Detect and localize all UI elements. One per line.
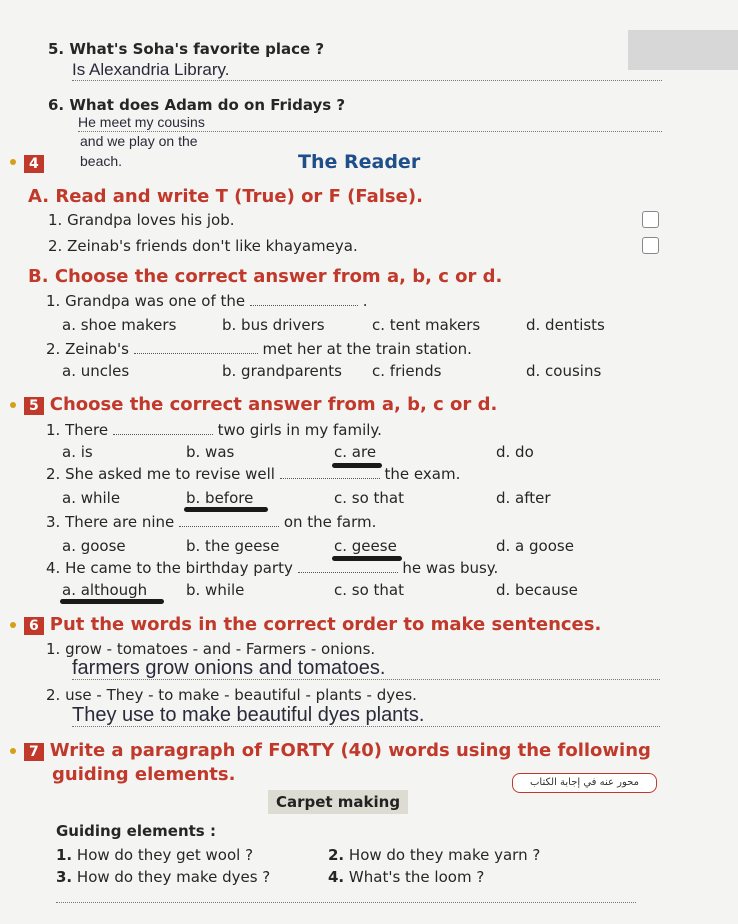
answer-box-1[interactable] [642, 211, 659, 228]
q6-answer-line2: and we play on the [80, 133, 198, 149]
section-7-heading-line2: guiding elements. [52, 764, 236, 785]
bullet-dot [10, 748, 16, 754]
guiding-item-2: 2. How do they make yarn ? [328, 846, 541, 864]
s5-q3-option-b[interactable]: b. the geese [186, 537, 280, 555]
section-a-heading: A. Read and write T (True) or F (False). [28, 186, 423, 207]
s5-q1-option-b[interactable]: b. was [186, 443, 235, 461]
s5-q4-option-c[interactable]: c. so that [334, 581, 405, 599]
paragraph-answer-line [56, 902, 636, 903]
guiding-title: Guiding elements : [56, 822, 216, 840]
scan-shadow [628, 30, 738, 70]
s6-answer-line-2 [72, 726, 660, 727]
b-q1-option-d[interactable]: d. dentists [526, 316, 605, 334]
s5-q2: 2. She asked me to revise well the exam. [46, 465, 461, 483]
s6-prompt-1: 1. grow - tomatoes - and - Farmers - onions. [46, 640, 376, 658]
s6-answer-2: They use to make beautiful dyes plants. [72, 704, 425, 726]
section-7-heading: 7 Write a paragraph of FORTY (40) words using the following [24, 740, 651, 761]
bullet-dot [10, 159, 16, 165]
section-6-badge: 6 [24, 617, 44, 635]
s5-q4-option-b[interactable]: b. while [186, 581, 245, 599]
q5-answer: Is Alexandria Library. [72, 60, 230, 79]
guiding-item-3: 3. How do they make dyes ? [56, 868, 271, 886]
reader-title: The Reader [298, 151, 421, 173]
s5-q1-option-a[interactable]: a. is [62, 443, 93, 461]
topic-label: Carpet making [268, 790, 408, 814]
section-a-item-1: 1. Grandpa loves his job. [48, 211, 235, 229]
guiding-item-4: 4. What's the loom ? [328, 868, 485, 886]
section-b-heading: B. Choose the correct answer from a, b, c or d. [28, 266, 503, 287]
s6-answer-1: farmers grow onions and tomatoes. [72, 657, 386, 679]
answer-box-2[interactable] [642, 237, 659, 254]
watermark-shape [0, 470, 40, 590]
section-5-badge: 5 [24, 397, 44, 415]
s5-q2-option-d[interactable]: d. after [496, 489, 551, 507]
s5-q2-option-c[interactable]: c. so that [334, 489, 405, 507]
b-q1-option-a[interactable]: a. shoe makers [62, 316, 177, 334]
s5-q3-option-c[interactable]: c. geese [334, 537, 397, 555]
b-q2: 2. Zeinab's met her at the train station. [46, 340, 472, 358]
b-q2-option-d[interactable]: d. cousins [526, 362, 602, 380]
q6-answer-line1: He meet my cousins [78, 114, 205, 130]
s5-q2-option-b[interactable]: b. before [186, 489, 254, 507]
section-a-item-2: 2. Zeinab's friends don't like khayameya. [48, 237, 358, 255]
s5-q4-option-d[interactable]: d. because [496, 581, 578, 599]
b-q1-option-c[interactable]: c. tent makers [372, 316, 481, 334]
s5-q2-option-a[interactable]: a. while [62, 489, 121, 507]
q6-question: 6. What does Adam do on Fridays ? [48, 96, 346, 114]
answer-underline [184, 507, 268, 512]
q5-answer-line [72, 80, 662, 81]
s6-answer-line-1 [72, 679, 660, 680]
section-5-heading: 5 Choose the correct answer from a, b, c or d. [24, 394, 497, 415]
guiding-item-1: 1. How do they get wool ? [56, 846, 254, 864]
s5-q3-option-d[interactable]: d. a goose [496, 537, 574, 555]
s5-q4: 4. He came to the birthday party he was busy. [46, 559, 499, 577]
bullet-dot [10, 622, 16, 628]
b-q2-option-b[interactable]: b. grandparents [222, 362, 342, 380]
s5-q1-option-d[interactable]: d. do [496, 443, 534, 461]
s5-q3-option-a[interactable]: a. goose [62, 537, 126, 555]
b-q2-option-a[interactable]: a. uncles [62, 362, 130, 380]
b-q2-option-c[interactable]: c. friends [372, 362, 442, 380]
q6-answer-line3: beach. [80, 153, 123, 169]
arabic-note: محور عنه في إجابة الكتاب [512, 773, 657, 793]
q5-question: 5. What's Soha's favorite place ? [48, 40, 325, 58]
s6-prompt-2: 2. use - They - to make - beautiful - plants - dyes. [46, 686, 417, 704]
reader-badge: 4 [24, 153, 50, 173]
section-6-heading: 6 Put the words in the correct order to make sentences. [24, 614, 601, 635]
s5-q1-option-c[interactable]: c. are [334, 443, 377, 461]
s5-q4-option-a[interactable]: a. although [62, 581, 148, 599]
b-q1: 1. Grandpa was one of the . [46, 292, 368, 310]
q6-answer-line [78, 131, 662, 132]
s5-q3: 3. There are nine on the farm. [46, 513, 377, 531]
bullet-dot [10, 402, 16, 408]
section-7-badge: 7 [24, 743, 44, 761]
s5-q1: 1. There two girls in my family. [46, 421, 382, 439]
b-q1-option-b[interactable]: b. bus drivers [222, 316, 325, 334]
answer-underline [60, 599, 164, 604]
